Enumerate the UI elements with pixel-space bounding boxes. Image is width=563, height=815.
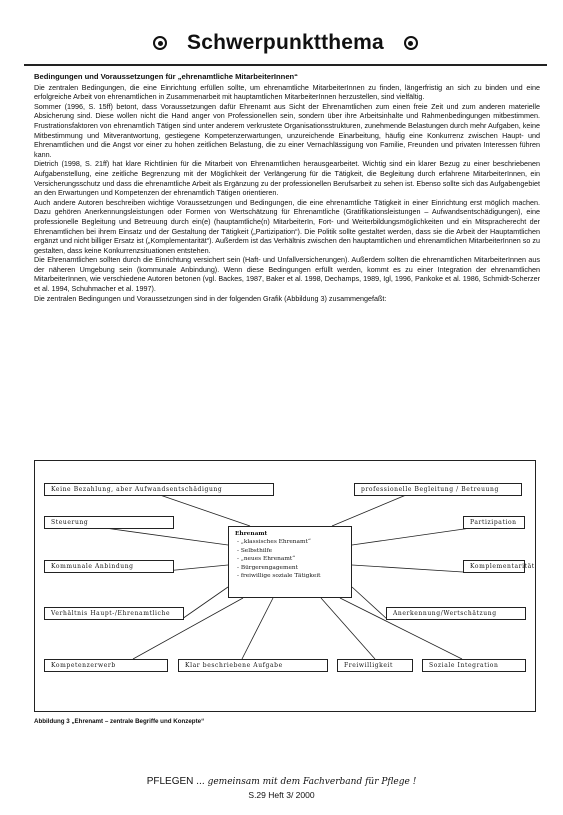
list-item: - Bürgerengagement (243, 564, 345, 572)
box-keine-bezahlung: Keine Bezahlung, aber Aufwandsentschädigung (44, 483, 274, 496)
box-freiwilligkeit: Freiwilligkeit (337, 659, 413, 672)
box-professionelle-begleitung: professionelle Begleitung / Betreuung (354, 483, 522, 496)
box-klar-beschriebene-aufgabe: Klar beschriebene Aufgabe (178, 659, 328, 672)
page-footer (0, 776, 563, 800)
box-soziale-integration: Soziale Integration (422, 659, 526, 672)
box-steuerung: Steuerung (44, 516, 174, 529)
center-title: Ehrenamt (235, 531, 268, 537)
center-list (235, 538, 345, 580)
box-komplementaritaet: Komplementarität (463, 560, 525, 573)
figure-caption: Abbildung 3 „Ehrenamt – zentrale Begriffe und Konzepte“ (34, 718, 205, 725)
concept-diagram (34, 460, 536, 712)
issue-number: Heft 3/ 2000 (268, 790, 315, 800)
footer-slogan-line (0, 776, 563, 787)
paragraph: Sommer (1996, S. 15ff) betont, dass Voraussetzungen dafür Ehrenamt aus Sicht der Ehrenamtlichen zum einen freie Zeit und zum anderen materielle Absicherung sind. Diese wollen nicht die Hand anger von Professionellen sein, sondern über ihre Arbeitsinhalte und Rahmenbedingungen mitbestimmen. Frustrationsfaktoren von ehrenamtlich Tätigen sind unter anderem verkrustete Organisationsstrukturen, zunehmende Belastungen durch mehr Aufgaben, keine Mitbestimmung und Mitverantwortung, gestiegene Kompetenzerwartungen, unzureichende Einarbeitung, häufig eine Konkurrenz zwischen Haupt- und Ehrenamtlichen und die Angst vor einer zu hohen zeitlichen Belastung, die zu einer Vernachlässigung von Familie, Freunden und privaten Interessen führen kann. (34, 101, 540, 159)
list-item: - „klassisches Ehrenamt“ (243, 538, 345, 546)
page-title: Schwerpunktthema (187, 31, 384, 54)
page-number: S.29 (248, 790, 266, 800)
list-item: - Selbsthilfe (243, 547, 345, 555)
target-icon (404, 36, 418, 50)
article-body (34, 72, 540, 303)
center-box-ehrenamt (228, 526, 352, 598)
paragraph: Die Ehrenamtlichen sollten durch die Einrichtung versichert sein (Haft- und Unfallversicherungen). Außerdem sollten die ehrenamtlichen MitarbeiterInnen aus der näheren Umgebung sein (kommunale Anbindung). Wenn diese Bedingungen erfüllt werden, kommt es zu einer Integration der ehrenamtlichen MitarbeiterInnen, wie verschiedene Autoren betonen (vgl. Backes, 1987, Baker et al. 1998, Dechamps, 1989, Igl, 1996, Pankoke et al. 1986, Schmidt-Scherzer et al. 1994, Schuhmacher et al. 1997). (34, 255, 540, 294)
box-kommunale-anbindung: Kommunale Anbindung (44, 560, 174, 573)
box-kompetenzerwerb: Kompetenzerwerb (44, 659, 168, 672)
list-item: - freiwillige soziale Tätigkeit (243, 572, 345, 580)
list-item: - „neues Ehrenamt“ (243, 555, 345, 563)
footer-brand: PFLEGEN (146, 776, 194, 787)
paragraph: Die zentralen Bedingungen und Voraussetzungen sind in der folgenden Grafik (Abbildung 3) zusammengefaßt: (34, 293, 387, 303)
section-header (24, 22, 547, 66)
footer-slogan: ... gemeinsam mit dem Fachverband für Pflege ! (196, 777, 417, 787)
box-anerkennung: Anerkennung/Wertschätzung (386, 607, 526, 620)
target-icon (153, 36, 167, 50)
box-verhaeltnis: Verhältnis Haupt-/Ehrenamtliche (44, 607, 184, 620)
paragraph: Dietrich (1998, S. 21ff) hat klare Richtlinien für die Mitarbeit von Ehrenamtlichen herausgearbeitet. Wichtig sind ein klarer Bezug zu einer beschriebenen Aufgabenstellung, eine zeitliche Begrenzung mit der Möglichkeit der Verlängerung für die Tätigkeit, die Begleitung durch erfahrene MitarbeiterInnen, ein Versicherungsschutz und dass die ehrenamtliche Arbeit als Ergänzung zu der professionellen Berufsarbeit zu sehen ist. Ebenso sollte sich das Aufgabengebiet an den Erwartungen und Kompetenzen der ehrenamtlich Tätigen orientieren. (34, 159, 540, 198)
paragraph: Die zentralen Bedingungen, die eine Einrichtung erfüllen sollte, um ehrenamtliche MitarbeiterInnen zu finden, längerfristig an sich zu binden und eine erfolgreiche Arbeit von ehrenamtlichen in Zusammenarbeit mit hauptamtlichen MitarbeiterInnen herzustellen, sind vielfältig. (34, 82, 540, 102)
box-partizipation: Partizipation (463, 516, 525, 529)
article-heading: Bedingungen und Voraussetzungen für „ehrenamtliche MitarbeiterInnen“ (34, 72, 298, 81)
paragraph: Auch andere Autoren beschreiben wichtige Voraussetzungen und Bedingungen, die eine ehrenamtliche Tätigkeit in einer Einrichtung erst möglich machen. Dazu gehören Anerkennungsleistungen oder Formen von Wertschätzung für Ehrenamtliche (Gratifikationsleistungen – Aufwandsentschädigungen), eine professionelle Begleitung und Betreuung durch ein(e) (hauptamtliche(n) MitarbeiterIn, Fort- und Weiterbildungsmöglichkeiten und ein Mitspracherecht der Ehrenamtlichen bei ihrem Einsatz und der Gestaltung der Tätigkeit („Partizipation“). Die Politik sollte gestaltet werden, dass sie die Arbeit der Hauptamtlichen ergänzt und nicht billiger Ersatz ist („Komplementarität“). Außerdem ist das Verhältnis zwischen den hauptamtlichen und ehrenamtlichen MitarbeiterInnen so zu gestalten, dass keine Konkurrenzsituationen entstehen. (34, 197, 540, 255)
footer-page-info (0, 790, 563, 800)
